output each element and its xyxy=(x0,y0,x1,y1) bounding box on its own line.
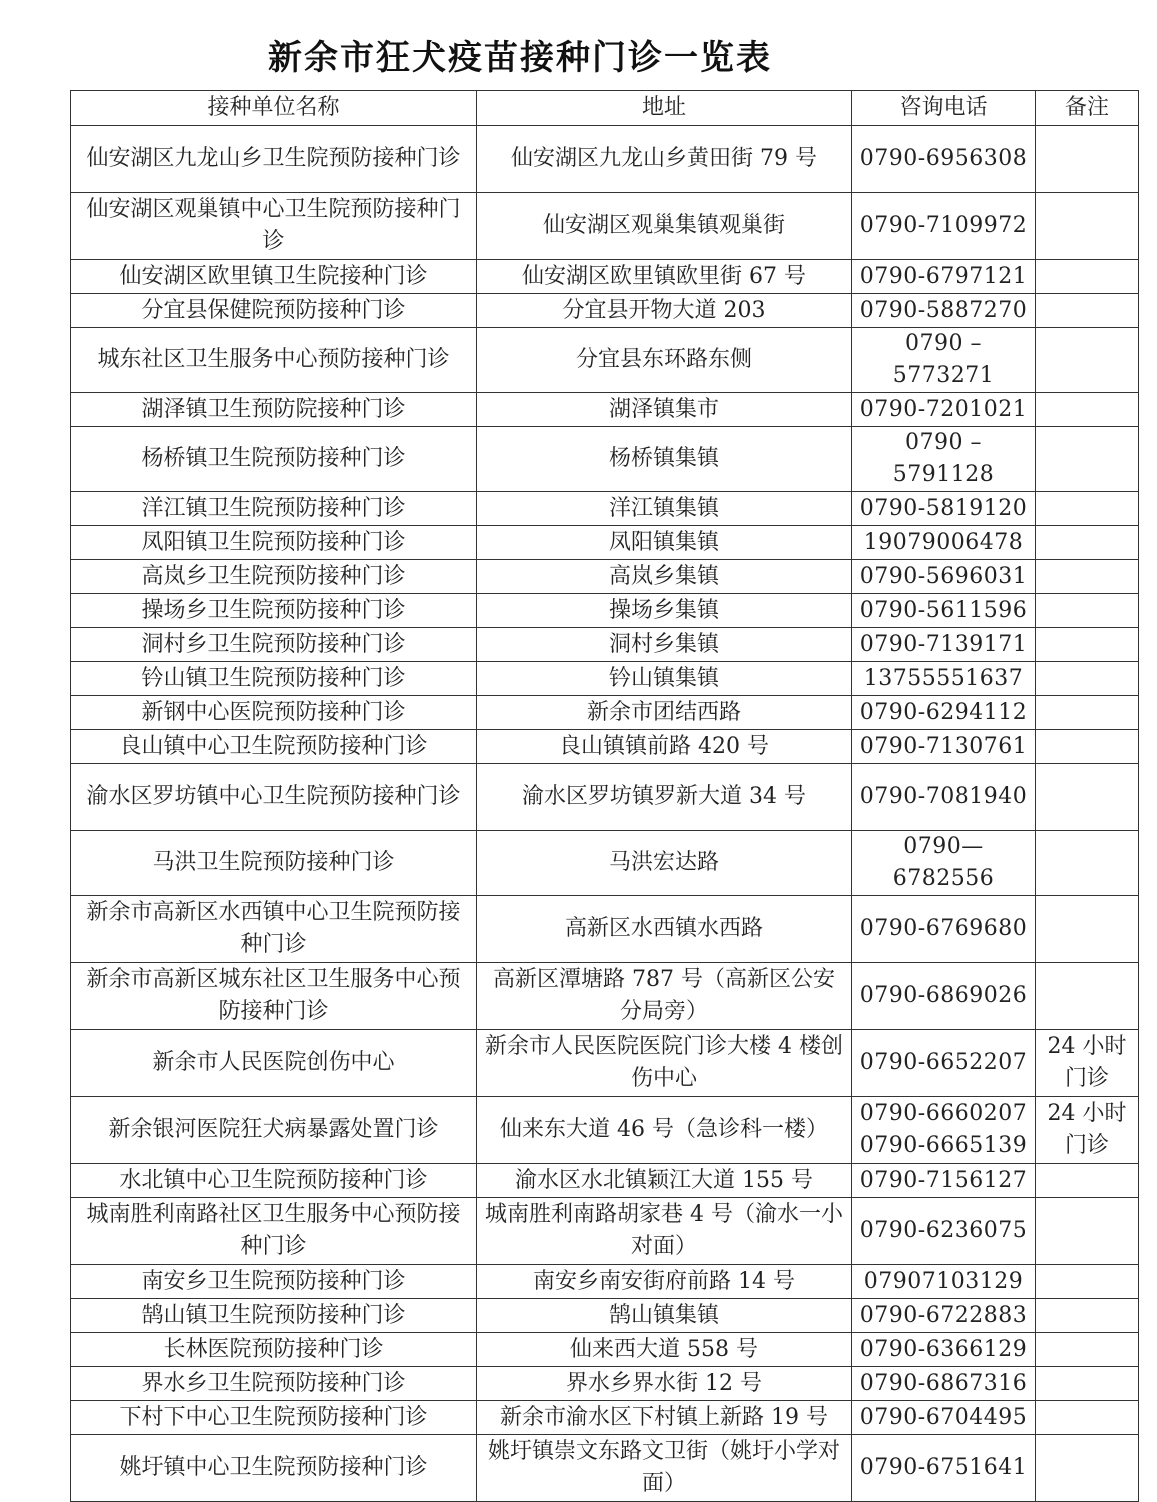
clinic-phone: 0790-6956308 xyxy=(852,126,1036,193)
clinic-name: 新钢中心医院预防接种门诊 xyxy=(71,696,477,730)
clinic-phone: 0790-5696031 xyxy=(852,560,1036,594)
clinic-name: 城东社区卫生服务中心预防接种门诊 xyxy=(71,328,477,393)
clinic-note xyxy=(1036,294,1139,328)
clinic-address: 仙来西大道 558 号 xyxy=(477,1333,852,1367)
clinic-note xyxy=(1036,393,1139,427)
clinic-address: 鹄山镇集镇 xyxy=(477,1299,852,1333)
clinic-name: 新余市高新区水西镇中心卫生院预防接种门诊 xyxy=(71,896,477,963)
clinic-note xyxy=(1036,1164,1139,1198)
clinic-note xyxy=(1036,1198,1139,1265)
clinic-phone: 0790-6869026 xyxy=(852,963,1036,1030)
clinic-address: 姚圩镇崇文东路文卫街（姚圩小学对面） xyxy=(477,1435,852,1502)
clinic-address: 渝水区水北镇颖江大道 155 号 xyxy=(477,1164,852,1198)
clinic-address: 凤阳镇集镇 xyxy=(477,526,852,560)
table-row xyxy=(71,260,1139,294)
clinic-address: 仙安湖区欧里镇欧里街 67 号 xyxy=(477,260,852,294)
clinic-name: 马洪卫生院预防接种门诊 xyxy=(71,831,477,896)
clinic-address: 操场乡集镇 xyxy=(477,594,852,628)
clinic-name: 长林医院预防接种门诊 xyxy=(71,1333,477,1367)
clinic-address: 渝水区罗坊镇罗新大道 34 号 xyxy=(477,764,852,831)
clinic-note xyxy=(1036,696,1139,730)
clinic-phone: 0790-5819120 xyxy=(852,492,1036,526)
clinic-name: 新余市人民医院创伤中心 xyxy=(71,1030,477,1097)
clinic-phone: 0790-7081940 xyxy=(852,764,1036,831)
table-row xyxy=(71,393,1139,427)
clinic-name: 姚圩镇中心卫生院预防接种门诊 xyxy=(71,1435,477,1502)
clinic-name: 高岚乡卫生院预防接种门诊 xyxy=(71,560,477,594)
clinic-address: 马洪宏达路 xyxy=(477,831,852,896)
clinic-address: 湖泽镇集市 xyxy=(477,393,852,427)
clinic-name: 城南胜利南路社区卫生服务中心预防接种门诊 xyxy=(71,1198,477,1265)
clinic-address: 高新区水西镇水西路 xyxy=(477,896,852,963)
clinic-phone: 0790-5611596 xyxy=(852,594,1036,628)
clinic-name: 良山镇中心卫生院预防接种门诊 xyxy=(71,730,477,764)
table-row xyxy=(71,963,1139,1030)
clinic-phone: 13755551637 xyxy=(852,662,1036,696)
clinic-phone: 0790-6704495 xyxy=(852,1401,1036,1435)
clinic-address: 仙安湖区观巢集镇观巢街 xyxy=(477,193,852,260)
header-name: 接种单位名称 xyxy=(71,91,477,126)
clinic-address: 高新区潭塘路 787 号（高新区公安分局旁） xyxy=(477,963,852,1030)
clinic-address: 良山镇镇前路 420 号 xyxy=(477,730,852,764)
clinic-note: 24 小时门诊 xyxy=(1036,1030,1139,1097)
clinic-note xyxy=(1036,764,1139,831)
table-row xyxy=(71,492,1139,526)
table-row xyxy=(71,1435,1139,1502)
table-row xyxy=(71,328,1139,393)
clinic-name: 凤阳镇卫生院预防接种门诊 xyxy=(71,526,477,560)
clinic-note xyxy=(1036,662,1139,696)
clinic-note xyxy=(1036,1435,1139,1502)
clinic-table xyxy=(70,90,1139,1502)
table-header-row xyxy=(71,91,1139,126)
table-row xyxy=(71,560,1139,594)
clinic-address: 高岚乡集镇 xyxy=(477,560,852,594)
clinic-phone: 0790-7156127 xyxy=(852,1164,1036,1198)
table-row xyxy=(71,896,1139,963)
clinic-name: 操场乡卫生院预防接种门诊 xyxy=(71,594,477,628)
table-row xyxy=(71,1367,1139,1401)
clinic-address: 新余市渝水区下村镇上新路 19 号 xyxy=(477,1401,852,1435)
clinic-name: 洋江镇卫生院预防接种门诊 xyxy=(71,492,477,526)
clinic-note xyxy=(1036,1333,1139,1367)
clinic-address: 南安乡南安街府前路 14 号 xyxy=(477,1265,852,1299)
clinic-address: 仙来东大道 46 号（急诊科一楼） xyxy=(477,1097,852,1164)
clinic-name: 杨桥镇卫生院预防接种门诊 xyxy=(71,427,477,492)
clinic-phone: 0790 – 5773271 xyxy=(852,328,1036,393)
clinic-phone: 0790-7139171 xyxy=(852,628,1036,662)
clinic-phone: 0790-6366129 xyxy=(852,1333,1036,1367)
clinic-phone: 0790-6867316 xyxy=(852,1367,1036,1401)
table-row xyxy=(71,1030,1139,1097)
table-row xyxy=(71,1097,1139,1164)
table-row xyxy=(71,1198,1139,1265)
table-row xyxy=(71,1401,1139,1435)
clinic-note xyxy=(1036,1265,1139,1299)
clinic-phone: 0790-6294112 xyxy=(852,696,1036,730)
clinic-note xyxy=(1036,260,1139,294)
clinic-phone: 0790—6782556 xyxy=(852,831,1036,896)
clinic-phone: 0790-6652207 xyxy=(852,1030,1036,1097)
clinic-name: 界水乡卫生院预防接种门诊 xyxy=(71,1367,477,1401)
table-row xyxy=(71,662,1139,696)
table-row xyxy=(71,1265,1139,1299)
clinic-phone xyxy=(852,1097,1036,1164)
clinic-phone: 0790-7130761 xyxy=(852,730,1036,764)
clinic-address: 分宜县东环路东侧 xyxy=(477,328,852,393)
clinic-note xyxy=(1036,730,1139,764)
table-row xyxy=(71,427,1139,492)
clinic-address: 洞村乡集镇 xyxy=(477,628,852,662)
table-row xyxy=(71,594,1139,628)
clinic-phone: 0790-6722883 xyxy=(852,1299,1036,1333)
clinic-address: 新余市团结西路 xyxy=(477,696,852,730)
header-address: 地址 xyxy=(477,91,852,126)
clinic-note xyxy=(1036,560,1139,594)
clinic-name: 水北镇中心卫生院预防接种门诊 xyxy=(71,1164,477,1198)
clinic-note xyxy=(1036,427,1139,492)
clinic-phone: 0790-6769680 xyxy=(852,896,1036,963)
table-body xyxy=(71,126,1139,1502)
clinic-address: 杨桥镇集镇 xyxy=(477,427,852,492)
clinic-phone: 0790-6236075 xyxy=(852,1198,1036,1265)
clinic-name: 湖泽镇卫生预防院接种门诊 xyxy=(71,393,477,427)
table-row xyxy=(71,193,1139,260)
clinic-note xyxy=(1036,963,1139,1030)
table-row xyxy=(71,526,1139,560)
clinic-phone: 0790-7109972 xyxy=(852,193,1036,260)
table-row xyxy=(71,696,1139,730)
clinic-name: 下村下中心卫生院预防接种门诊 xyxy=(71,1401,477,1435)
table-row xyxy=(71,628,1139,662)
clinic-note xyxy=(1036,193,1139,260)
clinic-address: 新余市人民医院医院门诊大楼 4 楼创伤中心 xyxy=(477,1030,852,1097)
clinic-note xyxy=(1036,126,1139,193)
header-note: 备注 xyxy=(1036,91,1139,126)
clinic-name: 南安乡卫生院预防接种门诊 xyxy=(71,1265,477,1299)
clinic-address: 界水乡界水街 12 号 xyxy=(477,1367,852,1401)
clinic-address: 洋江镇集镇 xyxy=(477,492,852,526)
clinic-note xyxy=(1036,896,1139,963)
clinic-name: 洞村乡卫生院预防接种门诊 xyxy=(71,628,477,662)
clinic-note xyxy=(1036,628,1139,662)
clinic-name: 新余市高新区城东社区卫生服务中心预防接种门诊 xyxy=(71,963,477,1030)
table-row xyxy=(71,1299,1139,1333)
clinic-phone: 0790 – 5791128 xyxy=(852,427,1036,492)
clinic-note xyxy=(1036,526,1139,560)
table-row xyxy=(71,1333,1139,1367)
clinic-phone-secondary: 0790-6665139 xyxy=(859,1133,1028,1158)
table-row xyxy=(71,831,1139,896)
clinic-address: 分宜县开物大道 203 xyxy=(477,294,852,328)
clinic-phone: 0790-6751641 xyxy=(852,1435,1036,1502)
clinic-note xyxy=(1036,594,1139,628)
header-phone: 咨询电话 xyxy=(852,91,1036,126)
clinic-name: 新余银河医院狂犬病暴露处置门诊 xyxy=(71,1097,477,1164)
clinic-note xyxy=(1036,492,1139,526)
clinic-name: 渝水区罗坊镇中心卫生院预防接种门诊 xyxy=(71,764,477,831)
clinic-note xyxy=(1036,1299,1139,1333)
clinic-note xyxy=(1036,1401,1139,1435)
clinic-note xyxy=(1036,328,1139,393)
clinic-name: 分宜县保健院预防接种门诊 xyxy=(71,294,477,328)
table-row xyxy=(71,764,1139,831)
clinic-address: 钤山镇集镇 xyxy=(477,662,852,696)
clinic-phone-primary: 0790-6660207 xyxy=(859,1101,1028,1126)
clinic-phone: 07907103129 xyxy=(852,1265,1036,1299)
clinic-address: 仙安湖区九龙山乡黄田街 79 号 xyxy=(477,126,852,193)
table-row xyxy=(71,730,1139,764)
table-row xyxy=(71,1164,1139,1198)
table-row xyxy=(71,294,1139,328)
page-title: 新余市狂犬疫苗接种门诊一览表 xyxy=(268,38,772,78)
clinic-note xyxy=(1036,831,1139,896)
clinic-note: 24 小时门诊 xyxy=(1036,1097,1139,1164)
table-row xyxy=(71,126,1139,193)
clinic-phone: 0790-7201021 xyxy=(852,393,1036,427)
clinic-address: 城南胜利南路胡家巷 4 号（渝水一小对面） xyxy=(477,1198,852,1265)
clinic-name: 钤山镇卫生院预防接种门诊 xyxy=(71,662,477,696)
clinic-name: 仙安湖区欧里镇卫生院接种门诊 xyxy=(71,260,477,294)
clinic-phone: 0790-5887270 xyxy=(852,294,1036,328)
clinic-name: 鹄山镇卫生院预防接种门诊 xyxy=(71,1299,477,1333)
clinic-name: 仙安湖区观巢镇中心卫生院预防接种门诊 xyxy=(71,193,477,260)
clinic-phone: 0790-6797121 xyxy=(852,260,1036,294)
clinic-phone: 19079006478 xyxy=(852,526,1036,560)
clinic-note xyxy=(1036,1367,1139,1401)
clinic-name: 仙安湖区九龙山乡卫生院预防接种门诊 xyxy=(71,126,477,193)
